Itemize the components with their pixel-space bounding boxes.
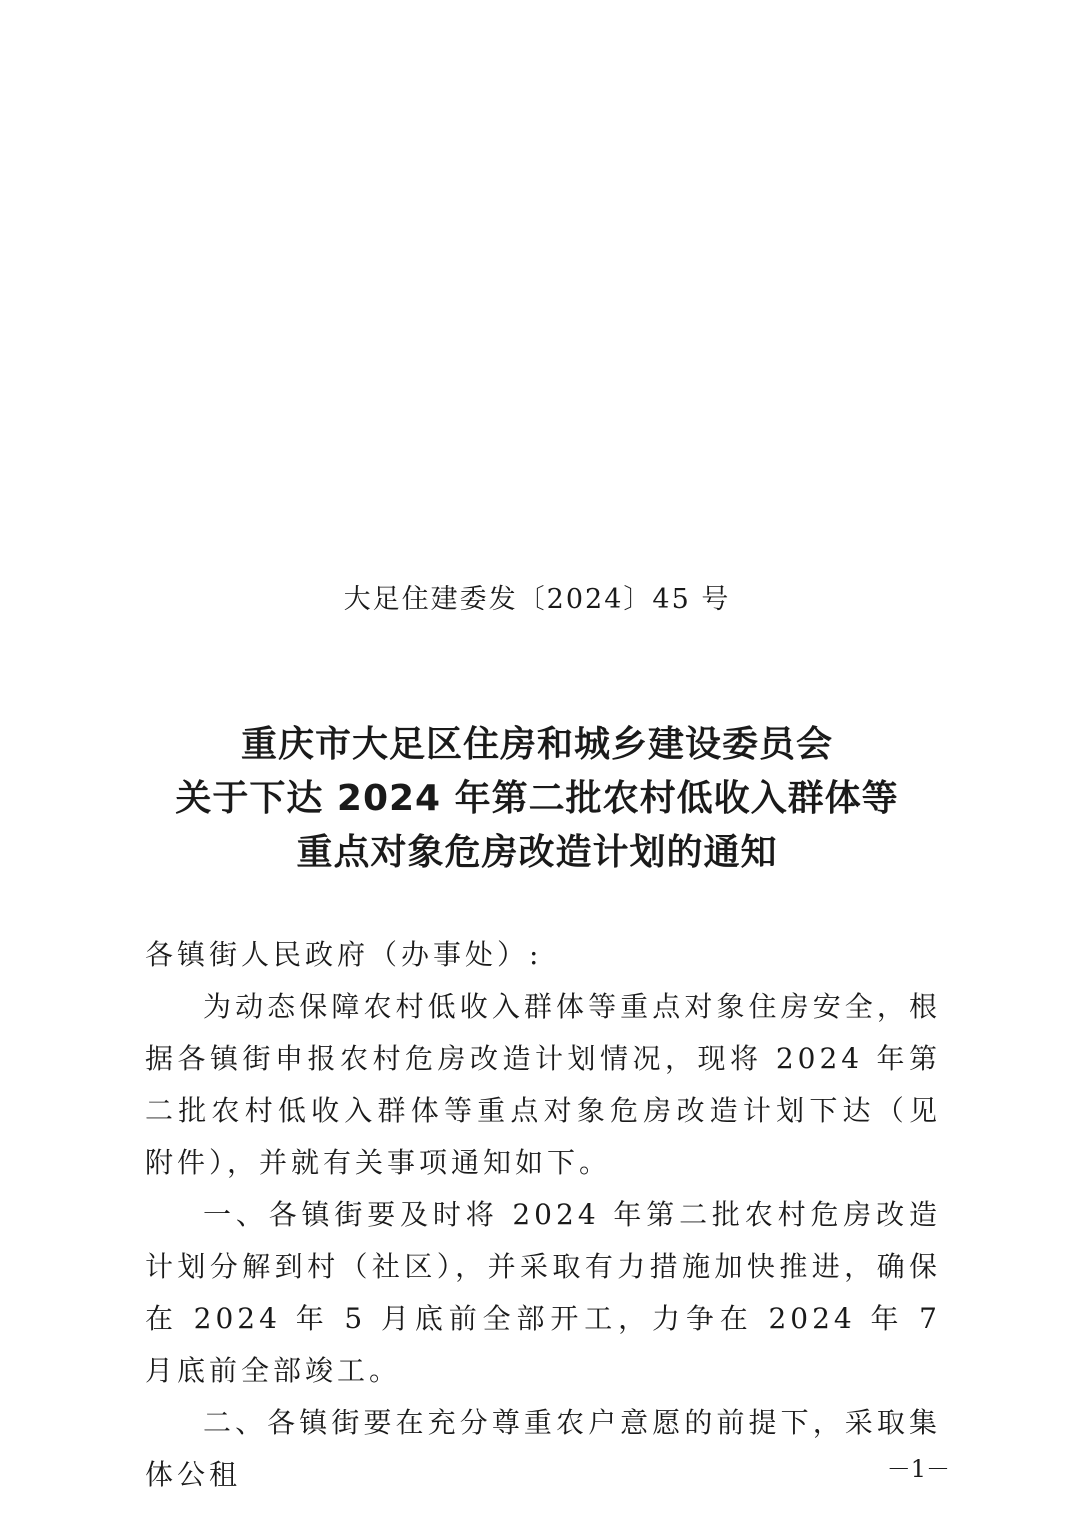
paragraph-item-2: 二、各镇街要在充分尊重农户意愿的前提下，采取集体公租 — [145, 1406, 941, 1491]
title-line-1: 重庆市大足区住房和城乡建设委员会 — [240, 724, 833, 765]
title-line-2: 关于下达 2024 年第二批农村低收入群体等 — [175, 778, 899, 819]
document-title — [0, 718, 1074, 880]
paragraph-intro: 为动态保障农村低收入群体等重点对象住房安全，根据各镇街申报农村危房改造计划情况，现将 2024 年第二批农村低收入群体等重点对象危房改造计划下达（见附件），并就有关事项通知如下。 — [145, 990, 941, 1179]
title-line-3: 重点对象危房改造计划的通知 — [296, 832, 778, 873]
salutation: 各镇街人民政府（办事处）: — [145, 938, 543, 971]
paragraph-item-1: 一、各镇街要及时将 2024 年第二批农村危房改造计划分解到村（社区），并采取有力措施加快推进，确保在 2024 年 5 月底前全部开工，力争在 2024 年 7 月底前全部竣工。 — [145, 1198, 941, 1387]
page-number: －1－ — [886, 1455, 950, 1483]
document-number: 大足住建委发〔2024〕45 号 — [343, 584, 731, 615]
document-body — [145, 929, 941, 1501]
